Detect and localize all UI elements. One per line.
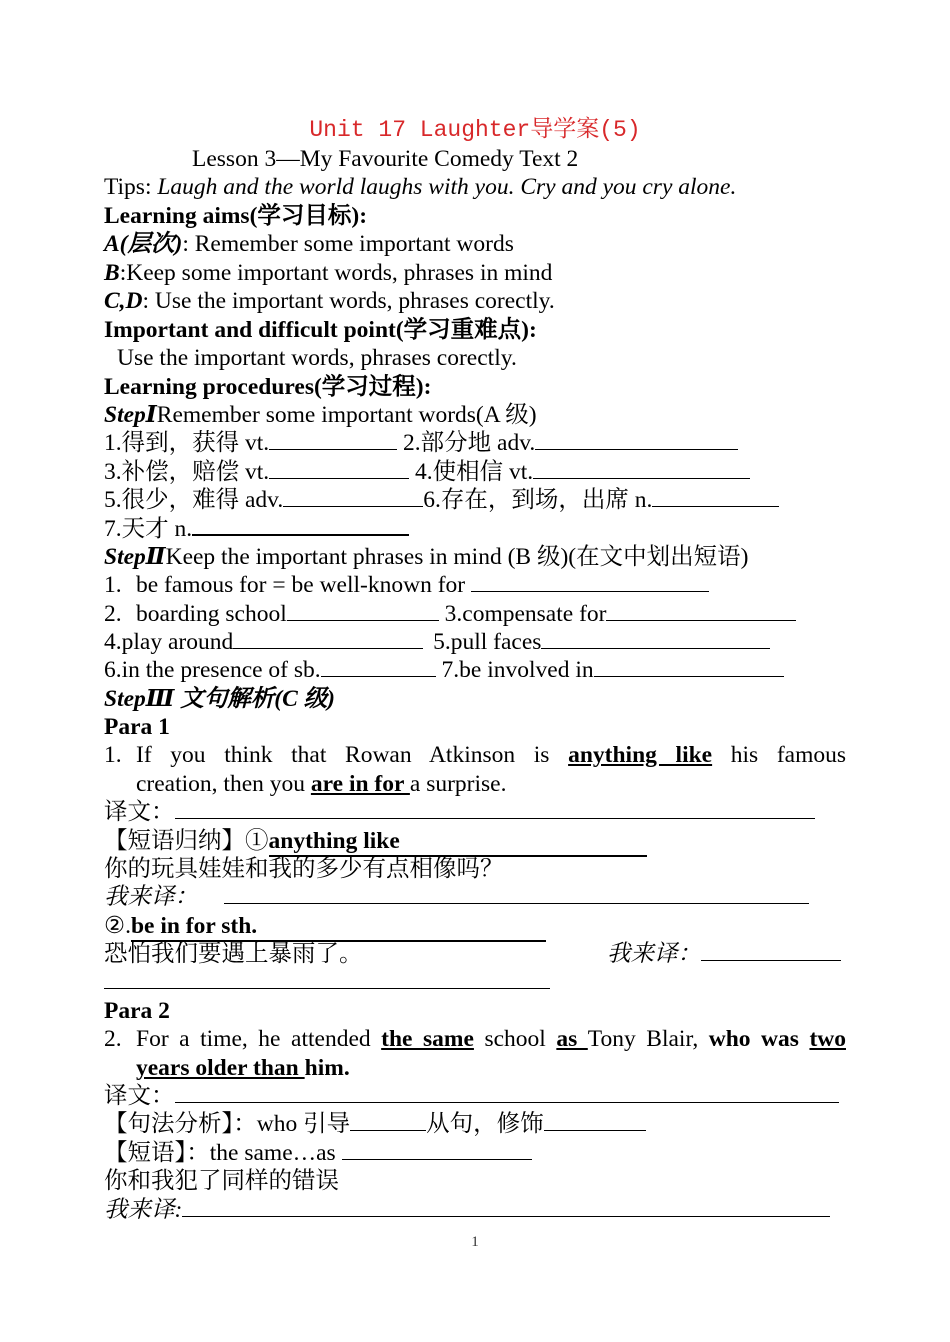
answer-blank[interactable] (192, 514, 409, 536)
syntax-text: who 引导 (256, 1111, 351, 1137)
step1-label: StepⅠ (104, 402, 157, 428)
step1-heading (104, 401, 846, 429)
key-phrase: are in for (310, 771, 410, 797)
difficult-text: Use the important words, phrases corectly. (117, 345, 517, 371)
aim-a (104, 230, 846, 258)
answer-blank[interactable] (175, 1082, 839, 1103)
vocab-q1: 1.得到，获得 vt. (104, 430, 270, 456)
phrase-num: ②. (104, 913, 131, 939)
answer-blank[interactable] (283, 486, 423, 507)
sentence-part: who was (708, 1026, 810, 1052)
vocab-q2: 2.部分地 adv. (403, 430, 536, 456)
para2-translation (104, 1082, 846, 1110)
answer-blank[interactable] (541, 628, 770, 649)
para2-phrase (104, 1139, 846, 1167)
translation-label: 译文： (104, 799, 175, 825)
step1-text: Remember some important words(A 级) (156, 402, 537, 428)
para2-example: 你和我犯了同样的错误 (104, 1168, 339, 1194)
step2-label: StepⅡ (104, 544, 166, 570)
my-translation-wrap (607, 940, 841, 968)
para1-example1: 你的玩具娃娃和我的多少有点相像吗？ (104, 856, 504, 882)
vocab-q3: 3.补偿，赔偿 vt. (104, 459, 270, 485)
vocab-q7: 7.天才 n. (104, 516, 193, 542)
answer-blank[interactable] (233, 628, 423, 649)
answer-blank[interactable] (533, 458, 750, 479)
para2-heading: Para 2 (104, 998, 170, 1024)
para1-heading: Para 1 (104, 714, 170, 740)
answer-blank[interactable] (104, 968, 550, 989)
aim-b-text: :Keep some important words, phrases in mind (119, 260, 553, 286)
difficult-heading: Important and difficult point(学习重难点): (104, 317, 537, 343)
vocab-q4: 4.使相信 vt. (415, 459, 534, 485)
answer-blank[interactable] (175, 798, 815, 819)
my-translation-label: 我来译： (104, 884, 198, 910)
aim-cd (104, 287, 846, 315)
step2-text: Keep the important phrases in mind (B 级)(在文中划出短语) (165, 544, 749, 570)
my-translation-label: 我来译： (607, 941, 701, 967)
aim-a-text: : Remember some important words (182, 231, 514, 257)
aim-cd-label: C,D (104, 288, 143, 314)
sentence-num: 1. (104, 742, 122, 768)
sentence-part: school (473, 1026, 557, 1052)
answer-blank[interactable] (182, 1196, 830, 1217)
answer-blank[interactable] (594, 656, 784, 677)
aim-a-label: A(层次) (104, 231, 183, 257)
answer-blank[interactable] (287, 600, 439, 621)
para1-my-translation1 (104, 883, 846, 911)
lesson-subtitle: Lesson 3—My Favourite Comedy Text 2 (192, 146, 579, 172)
aim-b-label: B (104, 260, 120, 286)
sentence-part: his famous (712, 742, 847, 768)
step1-row4 (104, 514, 846, 543)
phrase-p2: boarding school (136, 601, 287, 627)
key-phrase: the same…as (209, 1140, 336, 1166)
answer-blank[interactable] (321, 656, 436, 677)
tips-quote: Laugh and the world laughs with you. Cry and you cry alone. (157, 174, 737, 200)
page-number: 1 (471, 1234, 479, 1250)
phrase-p3: 3.compensate for (444, 601, 607, 627)
aim-cd-text: : Use the important words, phrases corectly. (142, 288, 555, 314)
sentence-part: Tony Blair, (587, 1026, 709, 1052)
syntax-label: 【句法分析】： (104, 1111, 257, 1137)
vocab-q6: 6.存在，到场，出席 n. (423, 487, 653, 513)
sentence-part: For a time, he attended (136, 1026, 382, 1052)
phrase-p1: be famous for = be well-known for (136, 572, 466, 598)
step2-row3 (104, 628, 846, 656)
step1-row2 (104, 458, 846, 486)
translation-label: 译文： (104, 1083, 175, 1109)
vocab-q5: 5.很少，难得 adv. (104, 487, 284, 513)
step3-text: 文句解析(C 级) (174, 686, 335, 712)
aims-heading: Learning aims(学习目标): (104, 203, 368, 229)
tips-label: Tips: (104, 174, 158, 200)
sentence-part: creation, then you (136, 771, 311, 797)
step2-row4 (104, 656, 846, 684)
key-phrase: two (809, 1026, 846, 1052)
phrase-label: 【短语】： (104, 1140, 210, 1166)
key-phrase: the same (381, 1026, 474, 1052)
answer-blank[interactable] (269, 429, 397, 450)
procedures-heading: Learning procedures(学习过程): (104, 374, 432, 400)
phrase-p6: 6.in the presence of sb. (104, 657, 321, 683)
para1-sentence-line2 (136, 770, 846, 798)
phrase-p7: 7.be involved in (441, 657, 594, 683)
example-sentence: 恐怕我们要遇上暴雨了。 (104, 941, 363, 967)
para2-syntax (104, 1110, 846, 1138)
key-phrase: be in for sth. (131, 912, 546, 942)
syntax-text: 从句，修饰 (426, 1111, 544, 1137)
answer-blank[interactable] (652, 486, 779, 507)
para1-example2 (104, 940, 846, 968)
step2-heading (104, 543, 846, 571)
key-phrase: years older than (136, 1055, 305, 1081)
para2-my-translation (104, 1196, 846, 1224)
aim-b (104, 259, 846, 287)
sentence-num: 2. (104, 1026, 122, 1052)
step1-row3 (104, 486, 846, 514)
answer-blank[interactable] (224, 883, 809, 904)
step1-row1 (104, 429, 846, 457)
answer-blank[interactable] (535, 429, 738, 450)
para1-sentence-line1 (104, 741, 846, 769)
para1-continuation (104, 968, 846, 996)
step2-row1 (104, 571, 846, 599)
my-translation-label: 我来译: (104, 1197, 183, 1223)
phrase-summary-label: 【短语归纳】① (104, 828, 269, 854)
para2-sentence-line2 (136, 1054, 846, 1082)
answer-blank[interactable] (701, 940, 841, 961)
answer-blank[interactable] (269, 458, 409, 479)
key-phrase: anything like (568, 742, 713, 768)
sentence-part: If you think that Rowan Atkinson is (136, 742, 569, 768)
para2-sentence-line1 (104, 1025, 846, 1053)
step3-label: StepⅢ (104, 686, 175, 712)
answer-blank[interactable] (342, 1139, 532, 1160)
answer-blank[interactable] (606, 600, 796, 621)
answer-blank[interactable] (471, 571, 709, 592)
answer-blank[interactable] (350, 1110, 426, 1131)
tips-line (104, 173, 846, 201)
para1-translation (104, 798, 846, 826)
phrase-p4: 4.play around (104, 629, 234, 655)
page-title: Unit 17 Laughter导学案(5) (309, 117, 641, 143)
phrase-num: 1. (104, 572, 122, 598)
para1-phrase1 (104, 827, 846, 857)
answer-blank[interactable] (544, 1110, 646, 1131)
step2-row2 (104, 600, 846, 628)
key-phrase: anything like (269, 827, 647, 857)
phrase-p5: 5.pull faces (433, 629, 542, 655)
sentence-part: him. (304, 1055, 350, 1081)
key-phrase: as (556, 1026, 588, 1052)
sentence-part: a surprise. (409, 771, 507, 797)
phrase-num: 2. (104, 601, 122, 627)
para1-phrase2 (104, 912, 846, 942)
step3-heading (104, 685, 846, 713)
